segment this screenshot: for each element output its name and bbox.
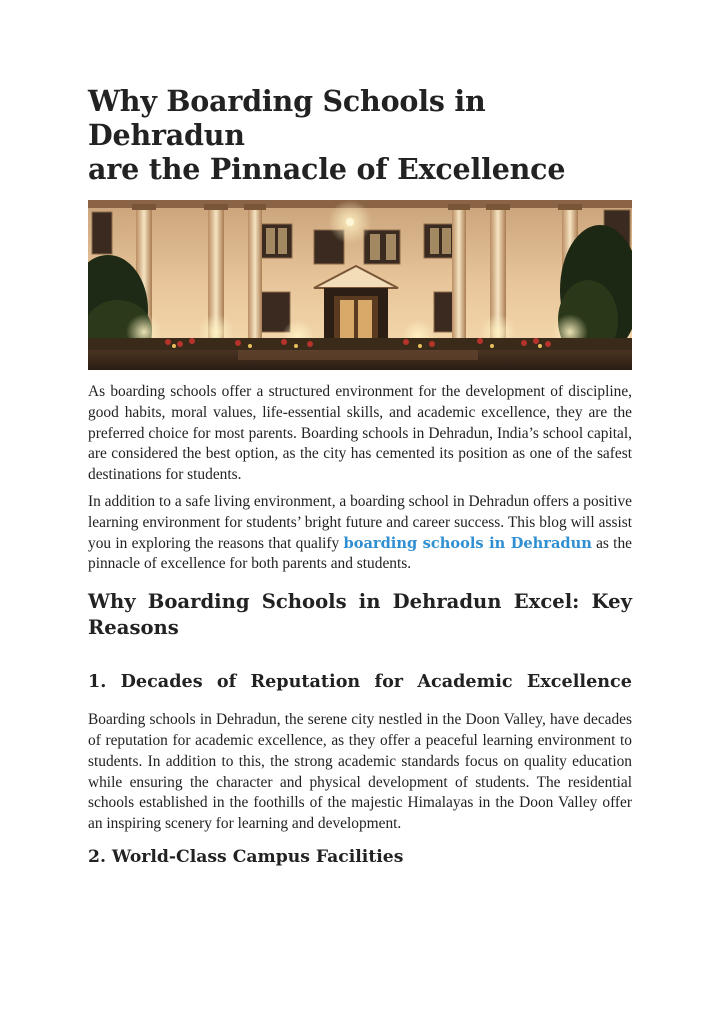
section-1-word: Excellence xyxy=(526,671,632,693)
key-reasons-heading: Why Boarding Schools in Dehradun Excel: Key Reasons xyxy=(88,590,632,640)
article xyxy=(88,84,632,869)
second-paragraph-text-before: In addition to a safe living environment, a boarding school in Dehradun offers a positive learning environment for students’ bright future and career success. This blog will assist you in exploring the reasons that qualify xyxy=(88,492,632,552)
section-1-word: for xyxy=(374,671,404,693)
second-paragraph xyxy=(88,492,632,575)
page-title xyxy=(88,84,632,186)
hero-image xyxy=(88,200,632,370)
page-title-line-1: Why Boarding Schools in Dehradun xyxy=(88,84,486,152)
boarding-schools-link[interactable]: boarding schools in Dehradun xyxy=(343,534,592,552)
section-1-heading xyxy=(88,670,632,694)
section-2-heading: 2. World-Class Campus Facilities xyxy=(88,846,404,867)
page-title-line-2: are the Pinnacle of Excellence xyxy=(88,152,566,186)
section-1-body: Boarding schools in Dehradun, the serene city nestled in the Doon Valley, have decades of reputation for academic excellence, as they offer a peaceful learning environment to students. In addition to this, the strong academic standards focus on quality education while ensuring the character and physical development of students. The residential schools established in the foothills of the majestic Himalayas in the Doon Valley offer an inspiring scenery for learning and development. xyxy=(88,711,632,833)
second-paragraph-text-after: as the pinnacle of excellence for both parents and students. xyxy=(88,534,632,573)
section-1-word: Decades xyxy=(120,671,203,693)
intro-paragraph: As boarding schools offer a structured environment for the development of discipline, good habits, moral values, life-essential skills, and academic excellence, they are the preferred choice for most parents. Boarding schools in Dehradun, India’s school capital, are considered the best option, as the city has cemented its position as one of the safest destinations for students. xyxy=(88,383,632,484)
school-building-illustration xyxy=(88,200,632,370)
section-1-word: of xyxy=(216,671,237,693)
section-1-word: Reputation xyxy=(250,671,361,693)
section-1-word: Academic xyxy=(417,671,513,693)
section-1-word: 1. xyxy=(88,671,107,693)
